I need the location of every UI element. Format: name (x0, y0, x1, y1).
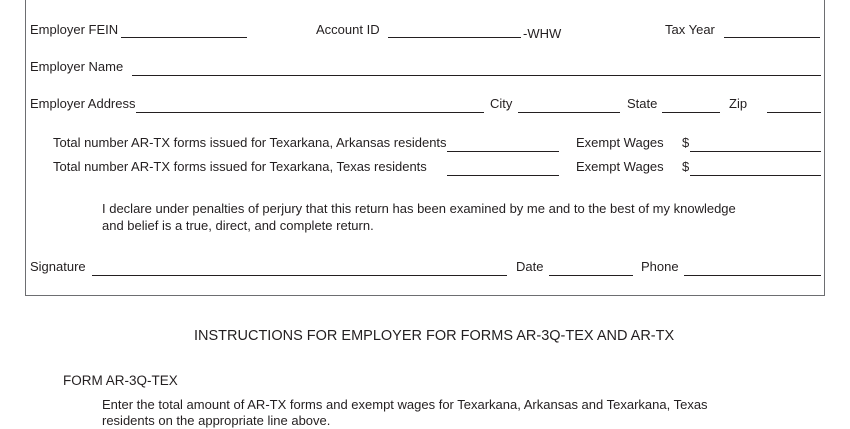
employer-name-field[interactable] (132, 75, 821, 76)
texas-exempt-wages-field[interactable] (690, 175, 821, 176)
account-id-field[interactable] (388, 37, 521, 38)
employer-name-label: Employer Name (30, 59, 124, 74)
texas-total-field[interactable] (447, 175, 559, 176)
date-input[interactable] (549, 260, 633, 274)
instructions-body-line-2: residents on the appropriate line above. (102, 413, 331, 428)
state-input[interactable] (662, 97, 720, 111)
date-field[interactable] (549, 275, 633, 276)
employer-fein-label: Employer FEIN (30, 22, 119, 37)
signature-label: Signature (30, 259, 86, 274)
zip-label: Zip (729, 96, 748, 111)
arkansas-exempt-wages-input[interactable] (690, 136, 821, 150)
texas-exempt-wages-label: Exempt Wages (576, 159, 664, 174)
employer-name-input[interactable] (132, 60, 821, 74)
form-ar3q-tex-subheading: FORM AR-3Q-TEX (63, 373, 178, 388)
tax-year-input[interactable] (724, 22, 820, 36)
zip-input[interactable] (767, 97, 821, 111)
arkansas-dollar-sign: $ (682, 135, 690, 150)
phone-input[interactable] (684, 260, 821, 274)
tax-year-field[interactable] (724, 37, 820, 38)
texas-total-label: Total number AR-TX forms issued for Texarkana, Texas residents (53, 159, 427, 174)
arkansas-exempt-wages-label: Exempt Wages (576, 135, 664, 150)
phone-label: Phone (641, 259, 679, 274)
phone-field[interactable] (684, 275, 821, 276)
arkansas-total-input[interactable] (447, 136, 559, 150)
account-id-input[interactable] (388, 22, 521, 36)
signature-input[interactable] (92, 260, 507, 274)
arkansas-exempt-wages-field[interactable] (690, 151, 821, 152)
texas-dollar-sign: $ (682, 159, 690, 174)
employer-address-input[interactable] (136, 97, 484, 111)
instructions-body-line-1: Enter the total amount of AR-TX forms and exempt wages for Texarkana, Arkansas and Texarkana, Texas (102, 397, 708, 412)
tax-year-label: Tax Year (665, 22, 715, 37)
state-field[interactable] (662, 112, 720, 113)
account-id-label: Account ID (316, 22, 380, 37)
employer-fein-input[interactable] (121, 22, 247, 36)
employer-address-label: Employer Address (30, 96, 136, 111)
city-input[interactable] (518, 97, 620, 111)
employer-address-field[interactable] (136, 112, 484, 113)
employer-fein-field[interactable] (121, 37, 247, 38)
zip-field[interactable] (767, 112, 821, 113)
arkansas-total-label: Total number AR-TX forms issued for Texarkana, Arkansas residents (53, 135, 447, 150)
declaration-line-1: I declare under penalties of perjury that this return has been examined by me and to the best of my knowledge (102, 201, 736, 216)
date-label: Date (516, 259, 544, 274)
declaration-line-2: and belief is a true, direct, and complete return. (102, 218, 374, 233)
arkansas-total-field[interactable] (447, 151, 559, 152)
signature-field[interactable] (92, 275, 507, 276)
texas-total-input[interactable] (447, 160, 559, 174)
city-field[interactable] (518, 112, 620, 113)
city-label: City (490, 96, 513, 111)
instructions-heading: INSTRUCTIONS FOR EMPLOYER FOR FORMS AR-3Q-TEX AND AR-TX (194, 328, 675, 344)
whw-suffix: -WHW (523, 26, 562, 41)
state-label: State (627, 96, 658, 111)
texas-exempt-wages-input[interactable] (690, 160, 821, 174)
